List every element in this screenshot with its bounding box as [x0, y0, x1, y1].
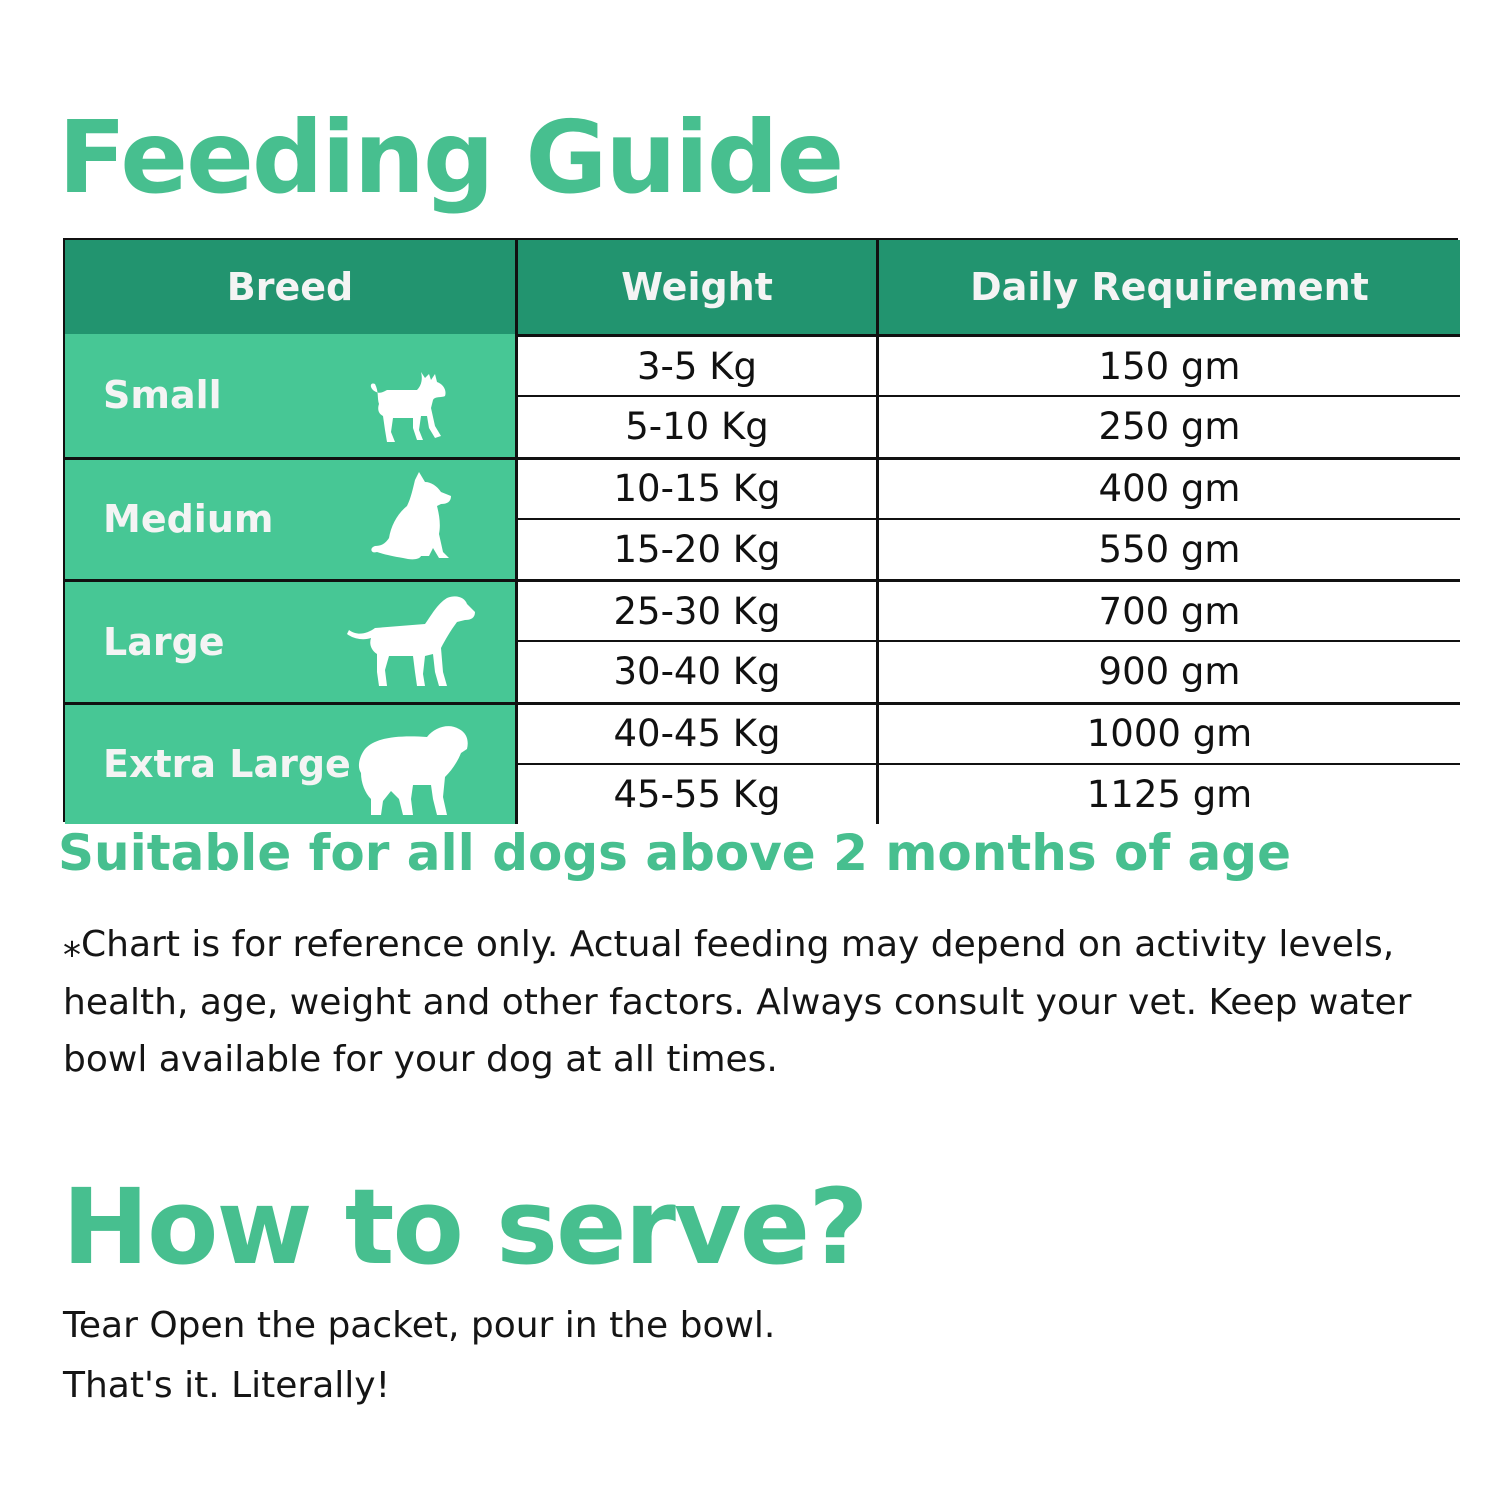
breed-label: Extra Large: [103, 742, 351, 787]
daily-cell: 900 gm: [879, 640, 1460, 701]
header-breed: Breed: [65, 240, 518, 334]
weight-cell: 45-55 Kg: [518, 763, 879, 824]
daily-cell: 150 gm: [879, 334, 1460, 395]
serve-title: How to serve?: [62, 1166, 867, 1288]
breed-cell-large: [65, 579, 518, 702]
header-weight: Weight: [518, 240, 879, 334]
extra-large-dog-icon: [351, 719, 471, 819]
weight-cell: 10-15 Kg: [518, 457, 879, 518]
breed-label: Large: [103, 619, 225, 664]
breed-cell-extra-large: [65, 702, 518, 825]
breed-label: Small: [103, 373, 222, 418]
breed-label: Medium: [103, 497, 274, 542]
daily-cell: 550 gm: [879, 518, 1460, 579]
large-dog-icon: [345, 590, 477, 690]
weight-cell: 3-5 Kg: [518, 334, 879, 395]
serve-line: Tear Open the packet, pour in the bowl.: [63, 1305, 776, 1346]
daily-cell: 700 gm: [879, 579, 1460, 640]
daily-cell: 1125 gm: [879, 763, 1460, 824]
weight-cell: 25-30 Kg: [518, 579, 879, 640]
breed-cell-small: [65, 334, 518, 457]
weight-cell: 5-10 Kg: [518, 395, 879, 456]
medium-dog-icon: [367, 468, 457, 564]
suitability-subtitle: Suitable for all dogs above 2 months of age: [58, 824, 1291, 882]
weight-cell: 15-20 Kg: [518, 518, 879, 579]
breed-cell-medium: [65, 457, 518, 580]
weight-cell: 30-40 Kg: [518, 640, 879, 701]
daily-cell: 250 gm: [879, 395, 1460, 456]
header-daily-requirement: Daily Requirement: [879, 240, 1460, 334]
daily-cell: 1000 gm: [879, 702, 1460, 763]
small-dog-icon: [365, 360, 461, 444]
page-title: Feeding Guide: [58, 99, 843, 216]
feeding-table: [63, 238, 1458, 822]
serve-instructions: [63, 1296, 775, 1416]
daily-cell: 400 gm: [879, 457, 1460, 518]
serve-line: That's it. Literally!: [63, 1365, 391, 1406]
disclaimer-note: ⁎Chart is for reference only. Actual feeding may depend on activity levels, health, age, weight and other factors. Always consult your vet. Keep water bowl available for your dog at all times.: [63, 924, 1412, 1080]
weight-cell: 40-45 Kg: [518, 702, 879, 763]
